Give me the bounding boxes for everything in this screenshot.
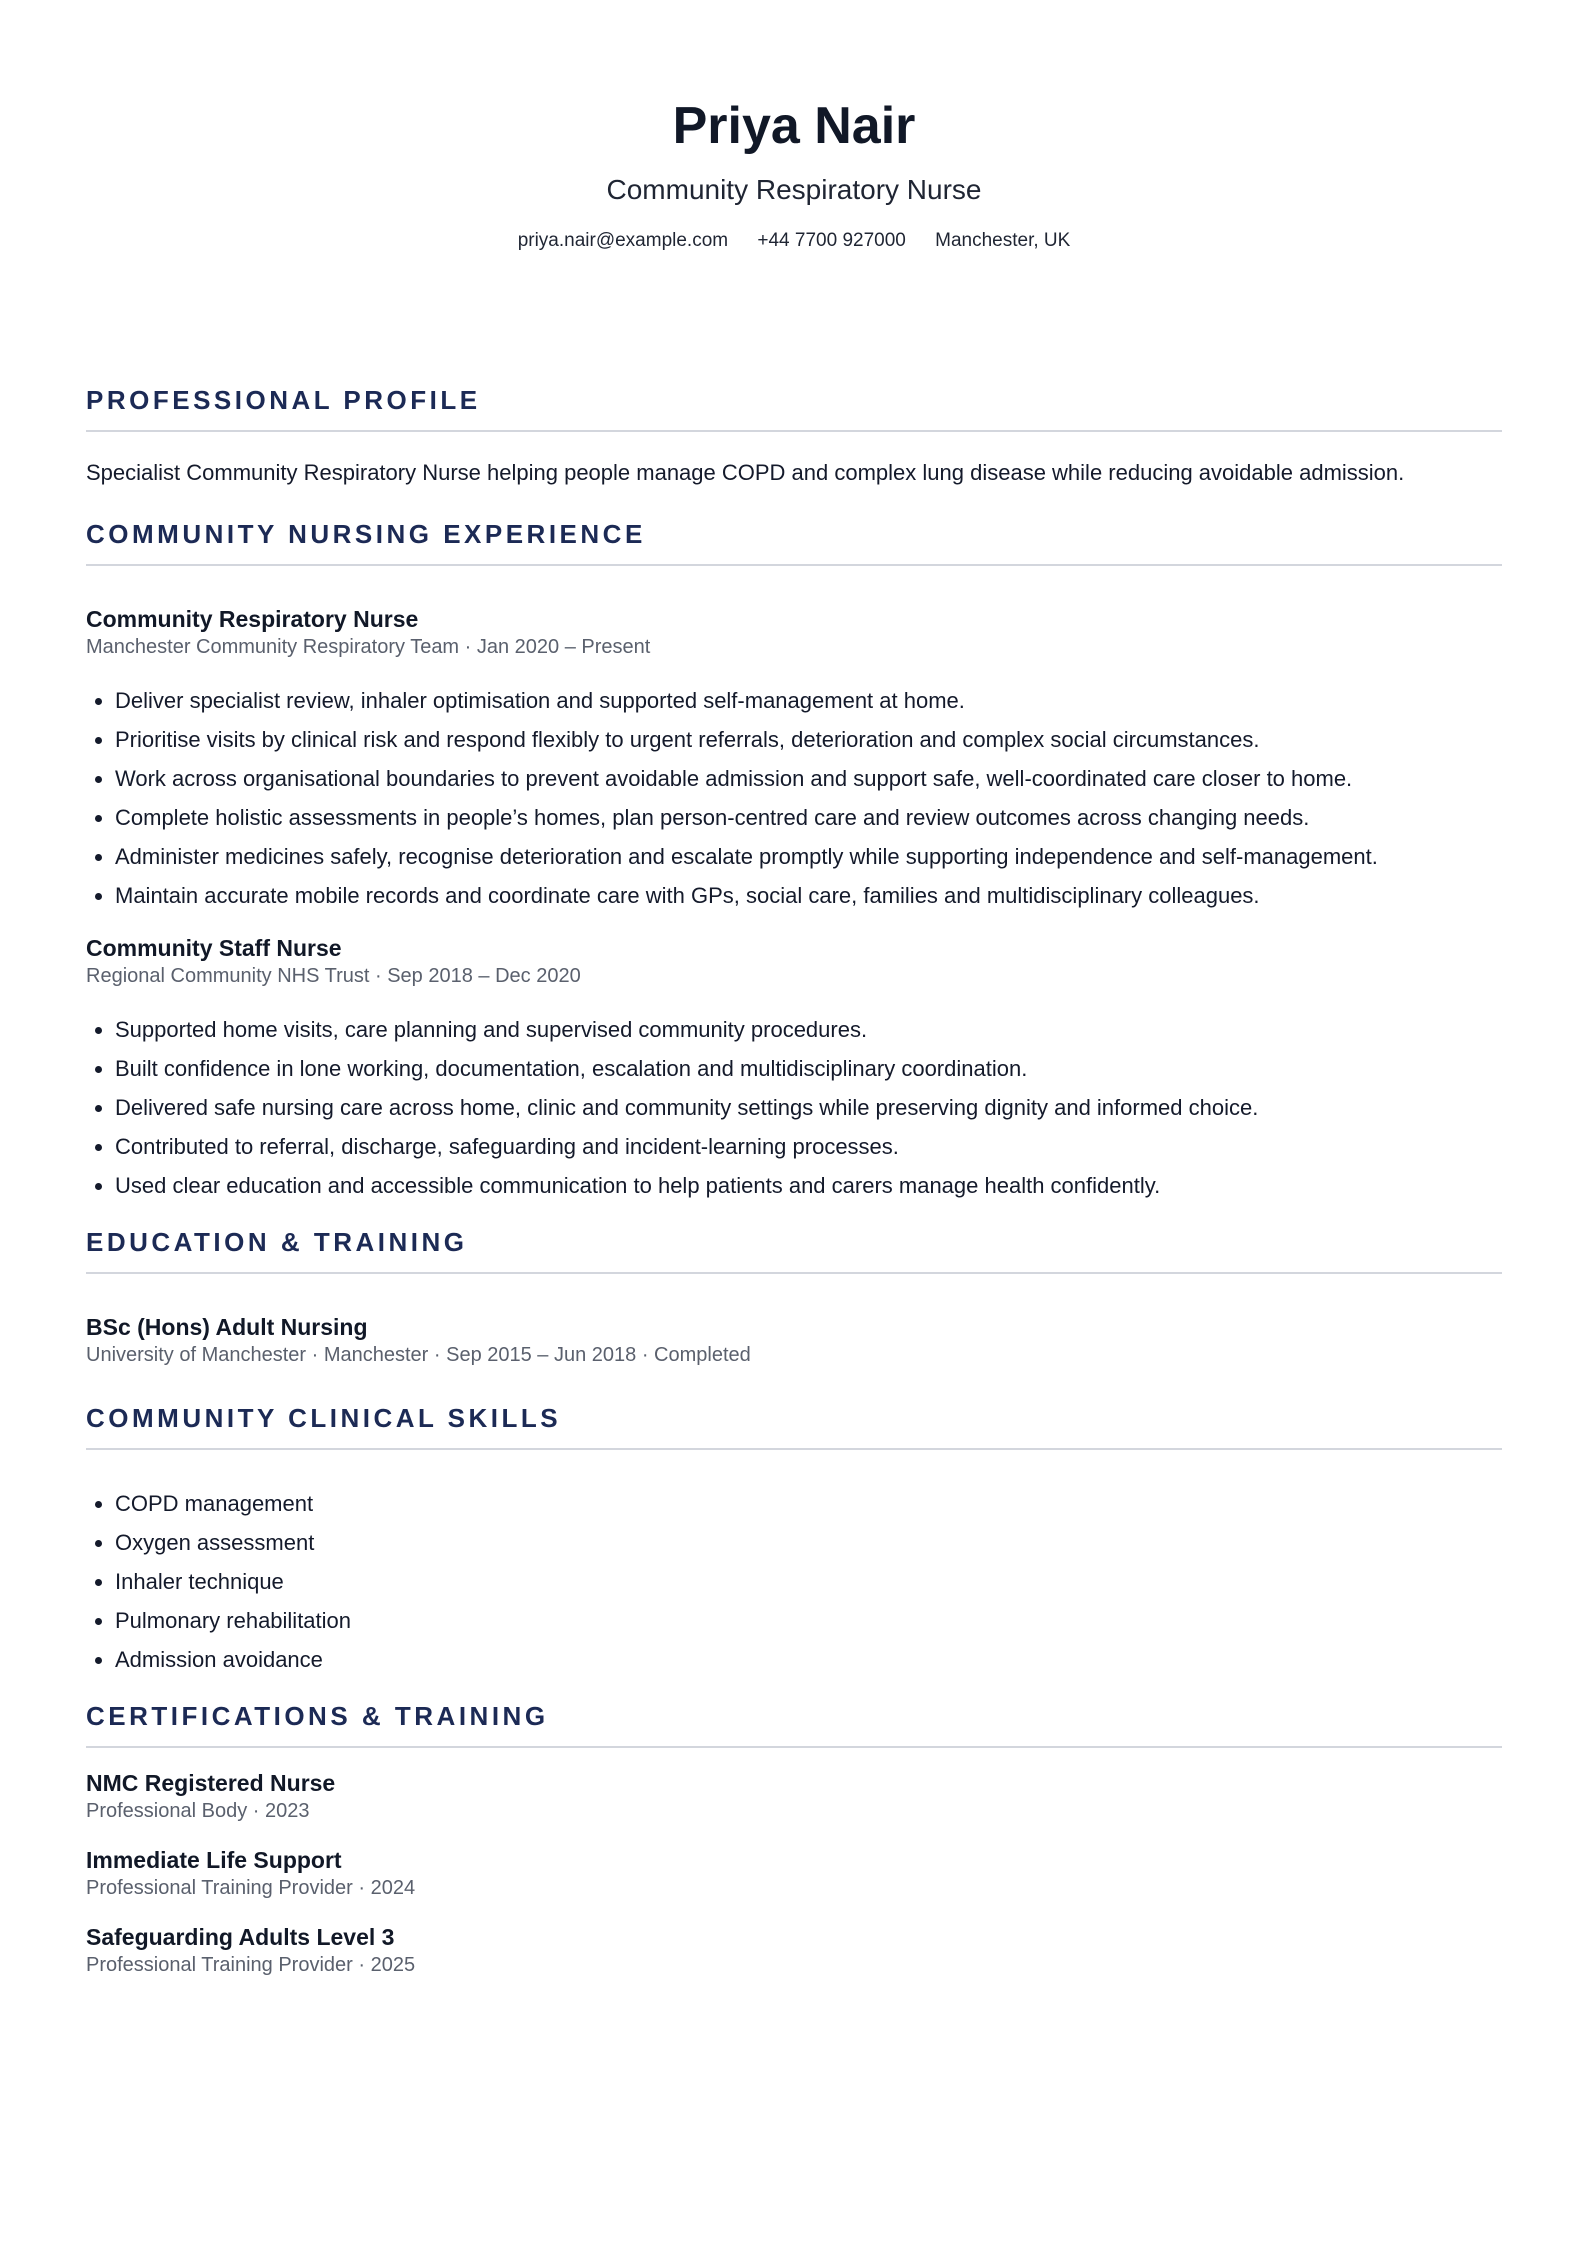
job-entry (86, 933, 1502, 1205)
education-entry (86, 1312, 1502, 1369)
profile-section (86, 384, 1502, 488)
job-bullet: • Maintain accurate mobile records and coordinate care with GPs, social care, families and multidisciplinary colleagues. (115, 876, 1502, 915)
skills-heading: COMMUNITY CLINICAL SKILLS (86, 1402, 1502, 1450)
profile-summary: Specialist Community Respiratory Nurse helping people manage COPD and complex lung disease while reducing avoidable admission. (86, 460, 1405, 485)
profile-heading: PROFESSIONAL PROFILE (86, 384, 1502, 432)
job-bullet: • Built confidence in lone working, documentation, escalation and multidisciplinary coordination. (115, 1049, 1502, 1088)
certification-entry (86, 1845, 1502, 1902)
job-bullet: • Supported home visits, care planning and supervised community procedures. (115, 1010, 1502, 1049)
certification-entry (86, 1768, 1502, 1825)
job-bullet: • Administer medicines safely, recognise deterioration and escalate promptly while supporting independence and self-management. (115, 837, 1502, 876)
skills-list (86, 1484, 1502, 1679)
education-meta: University of Manchester · Manchester · Sep 2015 – Jun 2018 · Completed (86, 1344, 751, 1366)
skill-item: • Admission avoidance (115, 1640, 1502, 1679)
job-bullet: • Work across organisational boundaries to prevent avoidable admission and support safe, well-coordinated care closer to home. (115, 759, 1502, 798)
contact-phone[interactable]: +44 7700 927000 (757, 230, 906, 251)
certifications-section (86, 1700, 1502, 1979)
job-bullets (86, 681, 1502, 915)
contact-line (86, 228, 1502, 254)
certification-meta: Professional Body · 2023 (86, 1800, 310, 1822)
job-title: Community Staff Nurse (86, 935, 342, 961)
job-meta: Regional Community NHS Trust · Sep 2018 – Dec 2020 (86, 965, 581, 987)
certification-meta: Professional Training Provider · 2024 (86, 1877, 416, 1899)
job-bullet: • Delivered safe nursing care across home, clinic and community settings while preserving dignity and informed choice. (115, 1088, 1502, 1127)
job-entry (86, 604, 1502, 915)
contact-email[interactable]: priya.nair@example.com (517, 230, 729, 251)
certification-title: Immediate Life Support (86, 1847, 342, 1873)
skill-item: • Pulmonary rehabilitation (115, 1601, 1502, 1640)
experience-section (86, 518, 1502, 1205)
certification-title: Safeguarding Adults Level 3 (86, 1924, 395, 1950)
contact-location: Manchester, UK (935, 230, 1071, 251)
job-bullet: • Complete holistic assessments in people’s homes, plan person-centred care and review outcomes across changing needs. (115, 798, 1502, 837)
skill-item: • Oxygen assessment (115, 1523, 1502, 1562)
skills-section (86, 1402, 1502, 1679)
certification-entry (86, 1922, 1502, 1979)
education-heading: EDUCATION & TRAINING (86, 1226, 1502, 1274)
education-section (86, 1226, 1502, 1369)
resume-header (86, 0, 1502, 254)
job-bullet: • Contributed to referral, discharge, safeguarding and incident-learning processes. (115, 1127, 1502, 1166)
job-bullet: • Deliver specialist review, inhaler optimisation and supported self-management at home. (115, 681, 1502, 720)
certification-title: NMC Registered Nurse (86, 1770, 336, 1796)
experience-heading: COMMUNITY NURSING EXPERIENCE (86, 518, 1502, 566)
certification-meta: Professional Training Provider · 2025 (86, 1954, 416, 1976)
skill-item: • COPD management (115, 1484, 1502, 1523)
job-title: Community Respiratory Nurse (86, 606, 419, 632)
skill-item: • Inhaler technique (115, 1562, 1502, 1601)
job-meta: Manchester Community Respiratory Team · Jan 2020 – Present (86, 636, 651, 658)
education-title: BSc (Hons) Adult Nursing (86, 1314, 368, 1340)
job-bullet: • Prioritise visits by clinical risk and respond flexibly to urgent referrals, deterioration and complex social circumstances. (115, 720, 1502, 759)
certifications-heading: CERTIFICATIONS & TRAINING (86, 1700, 1502, 1748)
job-bullets (86, 1010, 1502, 1205)
candidate-title: Community Respiratory Nurse (606, 174, 982, 205)
candidate-name: Priya Nair (672, 97, 916, 155)
job-bullet: • Used clear education and accessible communication to help patients and carers manage health confidently. (115, 1166, 1502, 1205)
